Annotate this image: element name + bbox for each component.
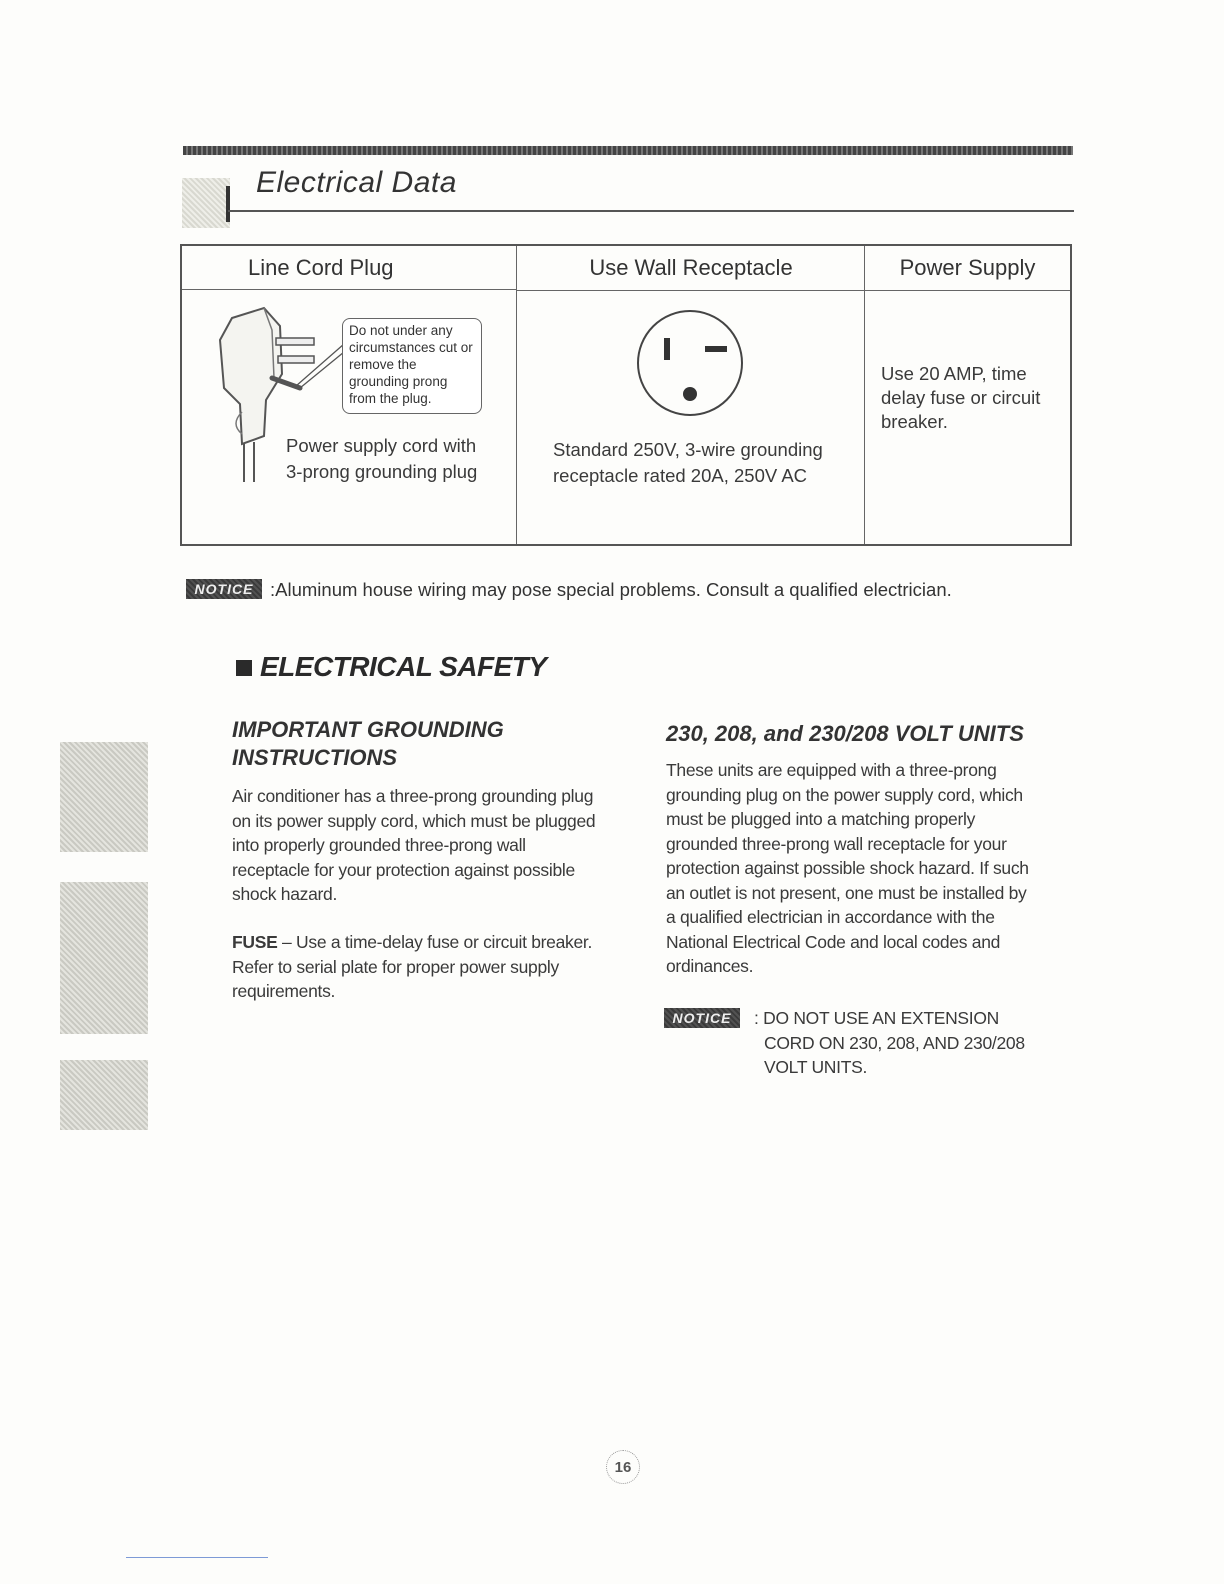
body-line: a qualified electrician in accordance with the <box>666 907 995 927</box>
wall-receptacle-heading: Use Wall Receptacle <box>517 246 865 291</box>
volt-units-heading: 230, 208, and 230/208 VOLT UNITS <box>666 721 1024 746</box>
volt-units-body <box>666 758 1029 979</box>
electrical-safety-heading: ELECTRICAL SAFETY <box>260 651 547 682</box>
fuse-paragraph <box>232 930 592 1004</box>
power-supply-heading: Power Supply <box>865 246 1070 291</box>
body-line: Air conditioner has a three-prong grounding plug <box>232 786 594 806</box>
wall-receptacle-column <box>516 246 865 544</box>
bottom-rule <box>126 1557 268 1558</box>
line-cord-plug-heading: Line Cord Plug <box>182 246 516 290</box>
aluminum-wiring-notice: :Aluminum house wiring may pose special problems. Consult a qualified electrician. <box>270 579 952 600</box>
body-line: These units are equipped with a three-prong <box>666 760 997 780</box>
extension-cord-notice <box>754 1006 1025 1080</box>
power-supply-line3: breaker. <box>881 411 948 432</box>
notice-line: : DO NOT USE AN EXTENSION <box>754 1008 1000 1028</box>
notice-line: VOLT UNITS. <box>764 1057 868 1077</box>
grounding-heading-line1: IMPORTANT GROUNDING <box>232 717 504 742</box>
receptacle-caption-line1: Standard 250V, 3-wire grounding <box>553 439 823 460</box>
line-cord-plug-column <box>182 246 516 544</box>
section-title: Electrical Data <box>256 166 457 199</box>
grounding-heading-line2: INSTRUCTIONS <box>232 745 397 770</box>
body-line: on its power supply cord, which must be plugged <box>232 810 596 831</box>
power-supply-line1: Use 20 AMP, time <box>881 363 1027 384</box>
fuse-label: FUSE <box>232 932 278 952</box>
power-supply-line2: delay fuse or circuit <box>881 387 1041 408</box>
section-marker-icon <box>182 178 230 228</box>
top-rule <box>183 146 1073 155</box>
body-line: requirements. <box>232 981 336 1001</box>
plug-caption-line2: 3-prong grounding plug <box>286 461 478 482</box>
notice-line: CORD ON 230, 208, AND 230/208 <box>764 1032 1025 1053</box>
side-section-tab <box>60 742 148 1130</box>
body-line: protection against possible shock hazard. If such <box>666 858 1029 878</box>
body-line: Refer to serial plate for proper power supply <box>232 956 559 977</box>
body-line: shock hazard. <box>232 884 338 904</box>
body-line: National Electrical Code and local codes and <box>666 931 1001 952</box>
body-line: must be plugged into a matching properly <box>666 809 976 829</box>
body-line: ordinances. <box>666 956 754 976</box>
notice-badge: NOTICE <box>186 579 262 599</box>
fuse-text: – Use a time-delay fuse or circuit breaker. <box>277 932 593 952</box>
section-marker-tick <box>226 186 230 222</box>
body-line: into properly grounded three-prong wall <box>232 835 526 855</box>
bullet-square-icon <box>236 660 252 676</box>
body-line <box>232 930 592 955</box>
body-line: grounding plug on the power supply cord, which <box>666 784 1023 805</box>
wall-receptacle-icon <box>635 308 745 418</box>
electrical-data-table <box>180 244 1072 546</box>
body-line: grounded three-prong wall receptacle for your <box>666 833 1007 854</box>
plug-caption-line1: Power supply cord with <box>286 435 477 456</box>
side-tab-divider <box>60 1034 148 1060</box>
grounding-prong-callout: Do not under any circumstances cut or remove the grounding prong from the plug. <box>342 318 482 414</box>
title-rule <box>228 210 1074 212</box>
grounding-body <box>232 784 595 907</box>
body-line: an outlet is not present, one must be installed by <box>666 882 1027 903</box>
body-line: receptacle for your protection against possible <box>232 859 575 880</box>
receptacle-caption-line2: receptacle rated 20A, 250V AC <box>553 465 808 486</box>
page-number: 16 <box>606 1450 640 1484</box>
power-supply-column <box>864 246 1070 544</box>
side-tab-divider <box>60 852 148 882</box>
notice-badge: NOTICE <box>664 1008 740 1028</box>
